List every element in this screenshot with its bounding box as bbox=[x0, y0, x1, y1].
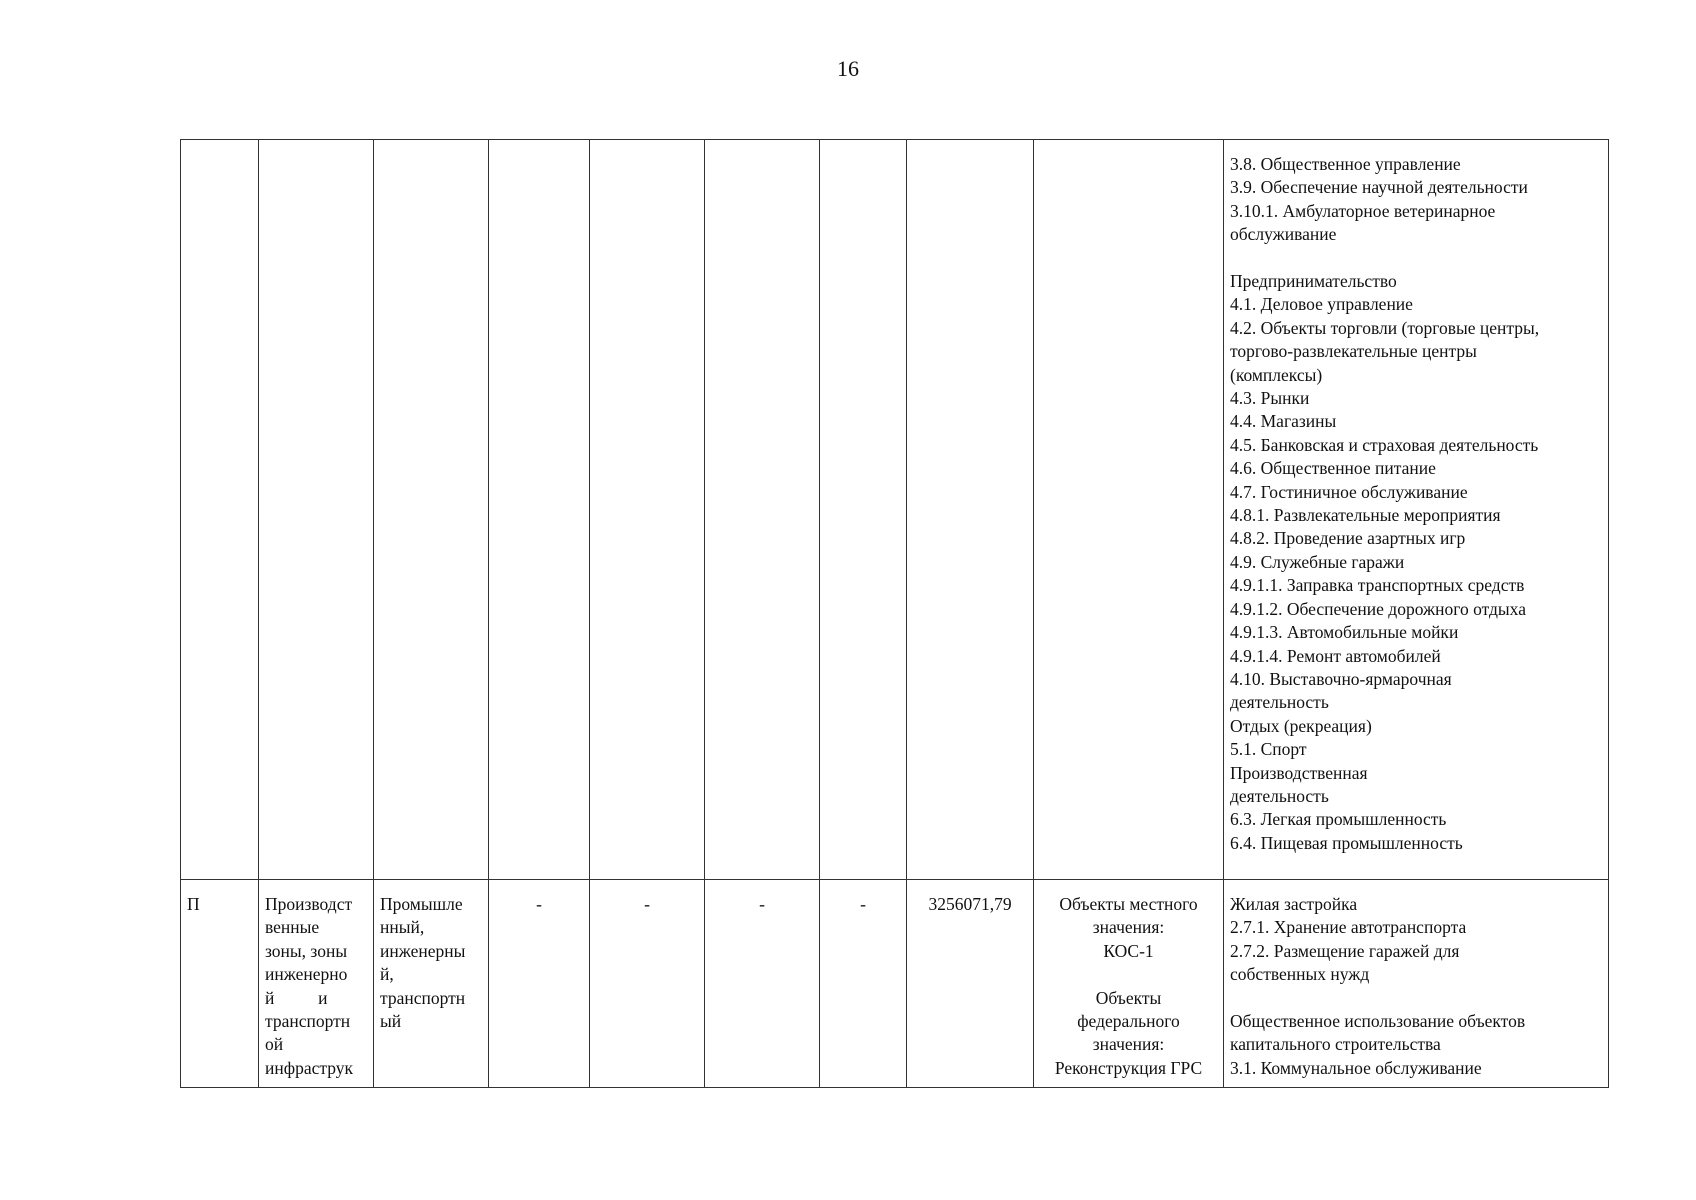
use-line: 3.8. Общественное управление bbox=[1230, 154, 1461, 174]
use-line: 4.2. Объекты торговли (торговые центры, bbox=[1230, 317, 1540, 338]
table-row bbox=[181, 140, 1609, 880]
use-line: 3.9. Обеспечение научной деятельности bbox=[1230, 177, 1528, 198]
use-line: (комплексы) bbox=[1230, 364, 1323, 385]
table-cell bbox=[374, 140, 489, 880]
zone-name-line: й и bbox=[265, 987, 328, 1008]
use-line: капитального строительства bbox=[1230, 1034, 1441, 1055]
table-cell bbox=[181, 140, 259, 880]
zone-type-line: ый bbox=[380, 1011, 402, 1032]
use-line: обслуживание bbox=[1230, 224, 1337, 245]
permitted-uses-cell bbox=[1224, 140, 1609, 880]
zone-code-cell: П bbox=[181, 880, 259, 1088]
zone-type-line: Промышле bbox=[380, 894, 463, 914]
table-cell bbox=[489, 140, 590, 880]
use-line bbox=[1230, 987, 1602, 1010]
objects-cell bbox=[1034, 880, 1224, 1088]
use-line bbox=[1230, 247, 1602, 270]
use-line: 5.1. Спорт bbox=[1230, 739, 1307, 760]
use-line: собственных нужд bbox=[1230, 964, 1370, 985]
objects-line bbox=[1040, 963, 1217, 986]
table-cell bbox=[907, 140, 1034, 880]
zone-type-line: транспортн bbox=[380, 987, 466, 1008]
area-cell: 3256071,79 bbox=[907, 880, 1034, 1088]
table-cell bbox=[1034, 140, 1224, 880]
objects-line: значения: bbox=[1092, 917, 1165, 938]
objects-line: значения: bbox=[1092, 1034, 1165, 1055]
dash-cell: - bbox=[590, 880, 705, 1088]
zone-name-line: инфраструк bbox=[265, 1057, 353, 1078]
use-line: 4.9.1.2. Обеспечение дорожного отдыха bbox=[1230, 598, 1526, 619]
table-row bbox=[181, 880, 1609, 1088]
use-line: деятельность bbox=[1230, 692, 1329, 713]
page-number: 16 bbox=[837, 56, 859, 81]
zone-name-line: инженерно bbox=[265, 964, 348, 985]
use-line: деятельность bbox=[1230, 785, 1329, 806]
use-line: 4.6. Общественное питание bbox=[1230, 458, 1436, 479]
dash-cell: - bbox=[489, 880, 590, 1088]
zone-type-line: нный, bbox=[380, 917, 425, 938]
objects-line: Реконструкция ГРС bbox=[1054, 1057, 1203, 1078]
objects-line: Объекты местного bbox=[1059, 894, 1198, 914]
use-line: Жилая застройка bbox=[1230, 894, 1358, 914]
zone-name-line: зоны, зоны bbox=[265, 940, 348, 961]
use-line: торгово-развлекательные центры bbox=[1230, 341, 1477, 362]
use-line: Производственная bbox=[1230, 762, 1368, 783]
use-line: Предпринимательство bbox=[1230, 271, 1397, 292]
objects-line: Объекты bbox=[1095, 987, 1162, 1008]
zone-name-cell bbox=[259, 880, 374, 1088]
use-line: Отдых (рекреация) bbox=[1230, 715, 1372, 736]
use-line: 4.5. Банковская и страховая деятельность bbox=[1230, 434, 1539, 455]
use-line: 4.1. Деловое управление bbox=[1230, 294, 1413, 315]
objects-line: федерального bbox=[1077, 1011, 1180, 1032]
table-cell bbox=[820, 140, 907, 880]
dash-cell: - bbox=[820, 880, 907, 1088]
table-cell bbox=[705, 140, 820, 880]
zone-type-line: й, bbox=[380, 964, 394, 985]
use-line: 4.10. Выставочно-ярмарочная bbox=[1230, 668, 1452, 689]
table-cell bbox=[259, 140, 374, 880]
use-line: 6.4. Пищевая промышленность bbox=[1230, 832, 1463, 853]
zone-name-line: венные bbox=[265, 917, 320, 938]
zone-type-line: инженерны bbox=[380, 940, 466, 961]
use-line: 4.9.1.3. Автомобильные мойки bbox=[1230, 622, 1459, 643]
table-cell bbox=[590, 140, 705, 880]
use-line: 4.7. Гостиничное обслуживание bbox=[1230, 481, 1468, 502]
use-line: 6.3. Легкая промышленность bbox=[1230, 809, 1447, 830]
zone-name-line: транспортн bbox=[265, 1011, 351, 1032]
use-line: 4.9. Служебные гаражи bbox=[1230, 551, 1405, 572]
use-line: 2.7.1. Хранение автотранспорта bbox=[1230, 917, 1467, 938]
use-line: 4.9.1.4. Ремонт автомобилей bbox=[1230, 645, 1441, 666]
use-line: 4.8.1. Развлекательные мероприятия bbox=[1230, 505, 1501, 526]
use-line: 2.7.2. Размещение гаражей для bbox=[1230, 940, 1460, 961]
use-line: 4.9.1.1. Заправка транспортных средств bbox=[1230, 575, 1525, 596]
zone-name-line: Производст bbox=[265, 894, 353, 914]
objects-line: КОС-1 bbox=[1103, 940, 1154, 961]
permitted-uses-cell bbox=[1224, 880, 1609, 1088]
dash-cell: - bbox=[705, 880, 820, 1088]
zone-type-cell bbox=[374, 880, 489, 1088]
zone-name-line: ой bbox=[265, 1034, 284, 1055]
use-line: 4.3. Рынки bbox=[1230, 388, 1310, 409]
use-line: Общественное использование объектов bbox=[1230, 1011, 1526, 1032]
zones-table bbox=[180, 139, 1609, 1088]
use-line: 3.1. Коммунальное обслуживание bbox=[1230, 1057, 1482, 1078]
use-line: 3.10.1. Амбулаторное ветеринарное bbox=[1230, 200, 1496, 221]
use-line: 4.8.2. Проведение азартных игр bbox=[1230, 528, 1466, 549]
use-line: 4.4. Магазины bbox=[1230, 411, 1337, 432]
